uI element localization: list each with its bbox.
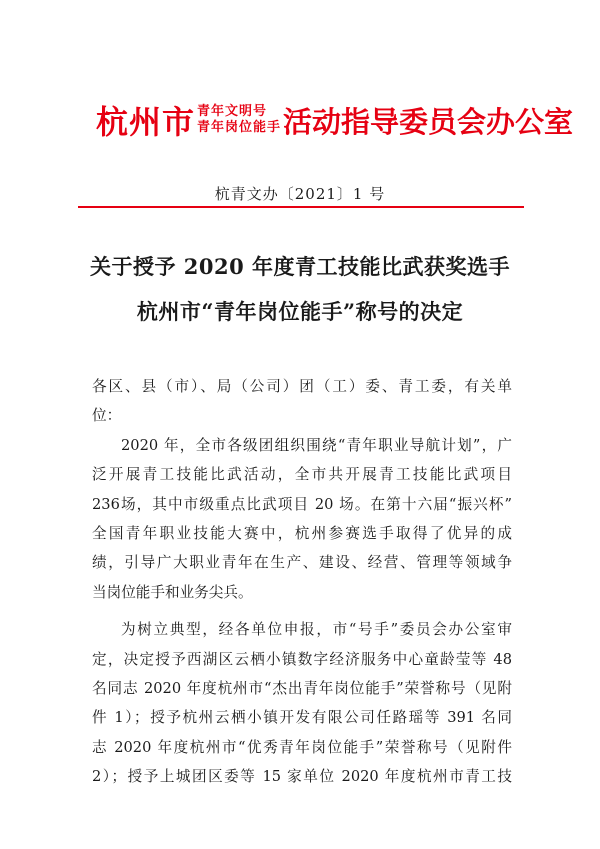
body-line: 各区、县（市）、局（公司）团（工）委、青工委，有关单 <box>92 378 512 395</box>
body-line: 名同志 2020 年度杭州市“杰出青年岗位能手”荣誉称号（见附 <box>92 680 512 698</box>
paragraph-2 <box>92 615 512 791</box>
body-line: 志 2020 年度杭州市“优秀青年岗位能手”荣誉称号（见附件 <box>92 738 512 756</box>
red-divider-line <box>78 206 524 208</box>
salutation <box>92 372 512 431</box>
paragraph-1 <box>92 431 512 607</box>
header-committee-names <box>197 104 281 136</box>
body-line: 当岗位能手和业务尖兵。 <box>92 583 253 601</box>
body-line: 件 1）；授予杭州云栖小镇开发有限公司任路瑶等 391 名同 <box>92 709 512 727</box>
paragraph-gap <box>92 607 512 615</box>
body-line: 位： <box>92 407 122 425</box>
issuing-office-header <box>96 94 574 146</box>
header-committee-bottom: 青年岗位能手 <box>197 120 282 135</box>
header-city: 杭州市 <box>96 103 196 141</box>
document-body <box>92 372 512 792</box>
body-line: 定，决定授予西湖区云栖小镇数字经济服务中心童龄莹等 48 <box>92 650 512 668</box>
body-line: 2）；授予上城团区委等 15 家单位 2020 年度杭州市青工技 <box>92 768 512 786</box>
document-number: 杭青文办〔2021〕1 号 <box>214 185 386 203</box>
body-line: 为树立典型，经各单位申报，市“号手”委员会办公室审 <box>121 621 512 639</box>
body-line: 全国青年职业技能大赛中，杭州参赛选手取得了优异的成 <box>92 525 512 543</box>
document-title-line1: 关于授予 2020 年度青工技能比武获奖选手 <box>89 254 511 279</box>
header-committee-top: 青年文明号 <box>197 104 268 119</box>
body-line: 236场，其中市级重点比武项目 20 场。在第十六届“振兴杯” <box>92 495 512 513</box>
header-office: 活动指导委员会办公室 <box>283 104 574 139</box>
body-line: 2020 年，全市各级团组织围绕“青年职业导航计划”，广 <box>121 436 512 454</box>
document-title-line2: 杭州市“青年岗位能手”称号的决定 <box>136 299 464 324</box>
body-line: 绩，引导广大职业青年在生产、建设、经营、管理等领域争 <box>92 554 512 572</box>
body-line: 泛开展青工技能比武活动，全市共开展青工技能比武项目 <box>92 466 512 484</box>
